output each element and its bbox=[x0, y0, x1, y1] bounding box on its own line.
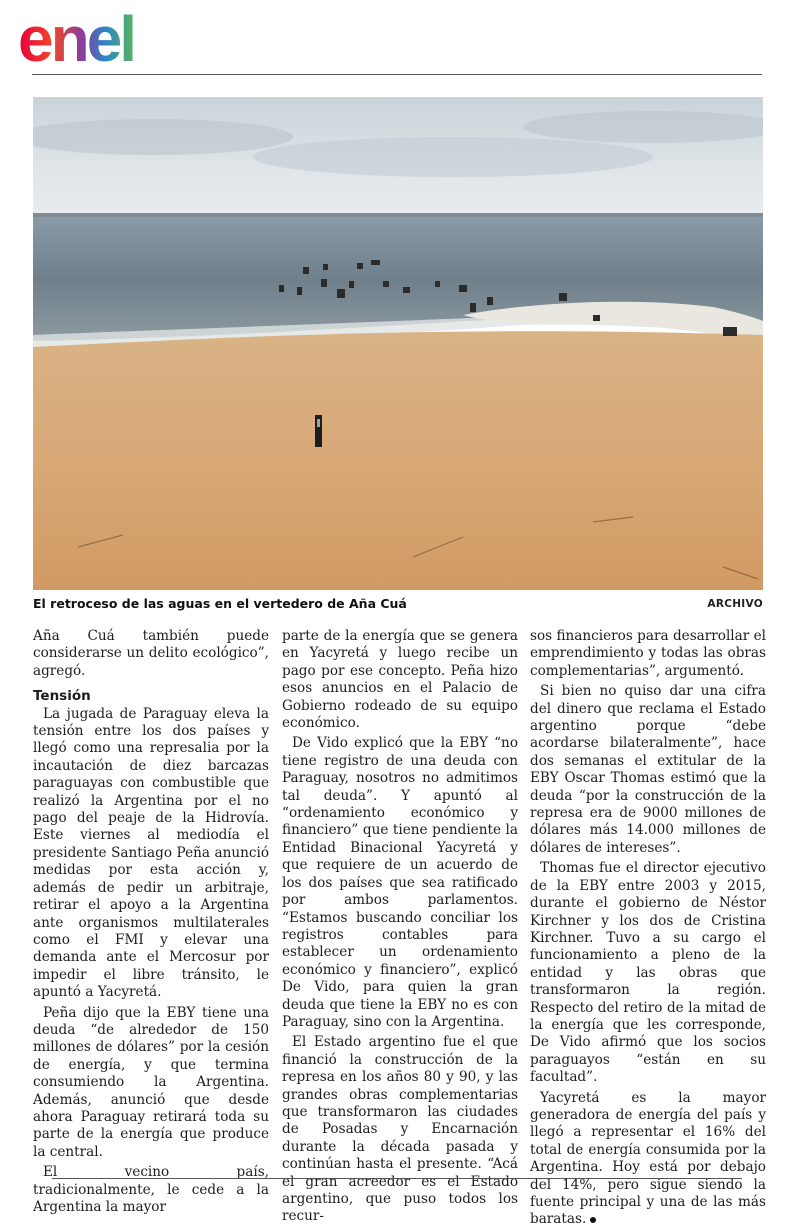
beach-photo-icon bbox=[33, 97, 763, 590]
enel-logo: enel bbox=[18, 3, 135, 75]
paragraph: El Estado argentino fue el que financió la construcción de la represa en los años 80 y 90, y las grandes obras complementarias que transformaron las ciudades de Posadas y Encarnación durante la década pasada y continúan hasta el presente. “Acá el gran acreedor es el Estado argentino, que puso todos los recur- bbox=[282, 1034, 518, 1225]
paragraph: El vecino país, tradicionalmente, le cede a la Argentina la mayor bbox=[33, 1164, 269, 1215]
paragraph: Thomas fue el director ejecutivo de la EBY entre 2003 y 2015, durante el gobierno de Néstor Kirchner y los dos de Cristina Kirchner. Tuvo a su cargo el funcionamiento a pleno de la entidad y las obras que transformaron la región. Respecto del retiro de la mitad de la energía que les corresponde, De Vido afirmó que los socios paraguayos “están en su facultad”. bbox=[530, 860, 766, 1086]
paragraph-text: Yacyretá es la mayor generadora de energía del país y llegó a representar el 16% del total de energía consumida por la Argentina. Hoy está por debajo del 14%, pero sigue siendo la fuente principal y una de las más baratas. bbox=[530, 1089, 766, 1228]
photo-credit: ARCHIVO bbox=[707, 598, 763, 610]
paragraph: parte de la energía que se genera en Yacyretá y luego recibe un pago por ese concepto. Peña hizo esos anuncios en el Palacio de Gobierno rodeado de su equipo económico. bbox=[282, 628, 518, 732]
paragraph: La jugada de Paraguay eleva la tensión entre los dos países y llegó como una represalia por la incautación de diez barcazas paraguayas con combustible que realizó la Argentina por el no pago del peaje de la Hidrovía. Este viernes al mediodía el presidente Santiago Peña anunció medidas por esta acción y, además de pedir un arbitraje, retirar el apoyo a la Argentina ante organismos multilaterales como el FMI y elevar una demanda ante el Mercosur por impedir el libre tránsito, le apuntó a Yacyretá. bbox=[33, 705, 269, 1001]
header-divider bbox=[32, 74, 762, 75]
end-mark-icon bbox=[590, 1217, 596, 1223]
article-column-3 bbox=[530, 628, 766, 1232]
photo-caption: El retroceso de las aguas en el vertedero de Aña Cuá bbox=[33, 596, 407, 611]
paragraph: Peña dijo que la EBY tiene una deuda “de alrededor de 150 millones de dólares” por la cesión de energía, y que termina consumiendo la Argentina. Además, anunció que desde ahora Paraguay retirará toda su parte de la energía que produce la central. bbox=[33, 1004, 269, 1160]
paragraph: Si bien no quiso dar una cifra del dinero que reclama el Estado argentino porque “debe acordarse bilateralmente”, hace dos semanas el extitular de la EBY Oscar Thomas estimó que la deuda “por la construcción de la represa era de 9000 millones de dólares más 14.000 millones de dólares de intereses”. bbox=[530, 683, 766, 856]
footer-divider bbox=[52, 1178, 742, 1179]
section-heading: Tensión bbox=[33, 688, 91, 705]
article-column-1 bbox=[33, 628, 269, 1219]
paragraph: sos financieros para desarrollar el emprendimiento y todas las obras complementarias”, argumentó. bbox=[530, 628, 766, 679]
paragraph: De Vido explicó que la EBY “no tiene registro de una deuda con Paraguay, nosotros no admitimos tal deuda”. Y apuntó al “ordenamiento económico y financiero” que tiene pendiente la Entidad Binacional Yacyretá y que requiere de un acuerdo de los dos países que sea ratificado por ambos parlamentos. “Estamos buscando conciliar los registros contables para establecer un ordenamiento económico y financiero”, explicó De Vido, para quien la gran deuda que tiene la EBY no es con Paraguay, sino con la Argentina. bbox=[282, 735, 518, 1030]
paragraph: Aña Cuá también puede considerarse un delito ecológico”, agregó. bbox=[33, 628, 269, 679]
paragraph bbox=[530, 1090, 766, 1229]
article-photo bbox=[33, 97, 763, 590]
article-column-2 bbox=[282, 628, 518, 1229]
